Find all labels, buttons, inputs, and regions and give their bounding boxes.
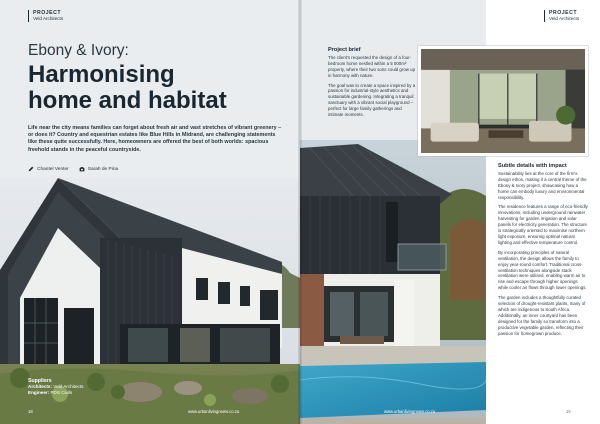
supplier-label: Engineer: [28,390,50,396]
article-credits [28,166,118,172]
camera-icon [79,166,85,172]
page-header [28,10,63,22]
pen-icon [28,166,34,172]
supplier-value: PDS Civils [50,390,73,396]
section-firm: Veld Architects [549,16,580,21]
details-paragraph: The garden includes a thoughtfully curated selection of drought-resistant plants, many of which are indigenous to South Africa. Additionally, an inner courtyard has been designed for the family so transform into a productive vegetable garden, reflecting their passion for homegrown produce. [498,295,586,336]
article-intro: Life near the city means families can forget about fresh air and vast stretches of vibrant greenery – or does it? Country and equestrian estates like Blue Hills in Midrand, are challenging statements like these quite successfully. Here, homeowners are offered the best of both worlds: spacious freehold stands in the peaceful countryside. [28,125,282,153]
photographer-name: Sarah de Pina [87,166,119,172]
details-paragraph: By incorporating principles of natural ventilation, the design allows the family to enjoy year-round comfort. Traditional cross-ventilation techniques alongside stack ventilation were utilised, enabling warm air to rise and escape through higher openings while cooler air flows through lower openings. [498,249,587,291]
house-pool-photo [300,140,486,424]
website-url: www.urbanlivingnews.co.za [188,409,240,414]
article-title [28,62,298,114]
title-line-2: home and habitat [28,87,227,114]
title-line-1: Harmonising [28,61,175,88]
details-heading: Subtle details with impact [498,163,567,169]
details-paragraph: The residence features a range of eco-friendly innovations, including underground rainwater harvesting for garden irrigation and solar panels for electricity generation. The structure is strategically oriented to maximise northern light exposure, ensuring optimal natural lighting and effective temperature control. [498,204,588,245]
project-brief [328,48,416,122]
supplier-value: Veld Architects [53,384,84,390]
section-kicker: PROJECT [549,10,578,16]
details-paragraph: Sustainability lies at the core of the firm's design ethos, making it a central theme of the Ebony & Ivory project, showcasing how a home can embody luxury and environmental responsibility. [498,170,587,200]
brief-paragraph: The client's requested the design of a four-bedroom home nestled within a 5 000m² property, where their two sons could grow up in harmony with nature. [328,54,416,78]
photographer-credit [79,166,118,172]
suppliers-box [28,378,83,397]
supplier-row [28,390,83,396]
subtle-details-section [498,164,588,340]
page-number: 18 [28,409,33,414]
section-firm: Veld Architects [33,16,64,21]
right-website-url: www.urbanlivingnews.co.za [384,409,436,414]
right-page-number: 19 [566,409,571,414]
interior-living-photo [418,46,588,156]
right-page-header [544,10,579,22]
section-kicker: PROJECT [33,10,62,16]
suppliers-heading: Suppliers [28,378,52,384]
spread-gutter [298,0,302,424]
writer-name: Chantel Venter [37,166,69,172]
brief-paragraph: The goal was to create a space inspired by a passion for industrial-style aesthetics and sustainable gardening. Integrating a tranquil sanctuary with a vibrant social playground – perfect for large family gatherings and intimate moments. [328,82,416,118]
article-subtitle: Ebony & Ivory: [28,42,129,59]
writer-credit [28,166,69,172]
brief-heading: Project brief [328,47,361,53]
supplier-label: Architects: [28,384,52,390]
